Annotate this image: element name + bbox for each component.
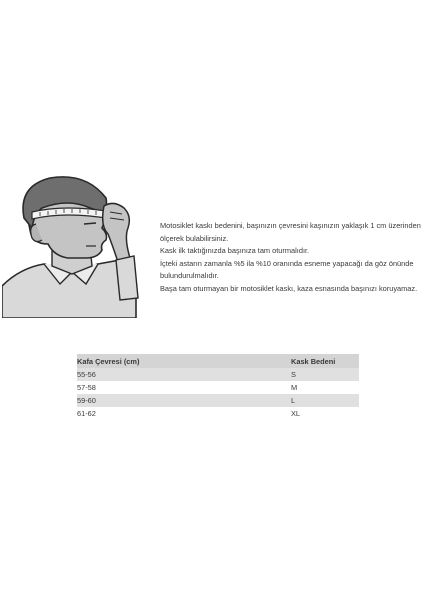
instruction-line: İçteki astarın zamanla %5 ila %10 oranında esneme yapacağı da göz önünde bulundurulmalıdır. — [160, 258, 414, 281]
size-chart-table — [77, 354, 359, 420]
circumference-cell: 55-56 — [77, 368, 291, 381]
table-row — [77, 368, 359, 381]
table-row — [77, 381, 359, 394]
size-cell: XL — [291, 409, 301, 418]
instruction-line: Kask ilk taktığınızda başınıza tam oturmalıdır. — [160, 246, 310, 256]
circumference-cell: 61-62 — [77, 409, 96, 418]
head-measurement-illustration — [2, 168, 140, 318]
header-helmet-size: Kask Bedeni — [291, 354, 359, 368]
size-cell: S — [291, 368, 359, 381]
table-row — [77, 394, 359, 407]
sizing-instructions — [160, 220, 422, 296]
table-row — [77, 407, 359, 420]
circumference-cell: 57-58 — [77, 383, 96, 392]
size-cell: M — [291, 383, 298, 392]
table-header-row — [77, 354, 359, 368]
header-head-circumference: Kafa Çevresi (cm) — [77, 354, 291, 368]
circumference-cell: 59-60 — [77, 394, 291, 407]
size-cell: L — [291, 394, 359, 407]
instruction-line: Başa tam oturmayan bir motosiklet kaskı, kaza esnasında başınızı koruyamaz. — [160, 283, 418, 293]
instruction-line: Motosiklet kaskı bedenini, başınızın çevresini kaşınızın yaklaşık 1 cm üzerinden ölçerek bulabilirsiniz. — [160, 221, 421, 243]
